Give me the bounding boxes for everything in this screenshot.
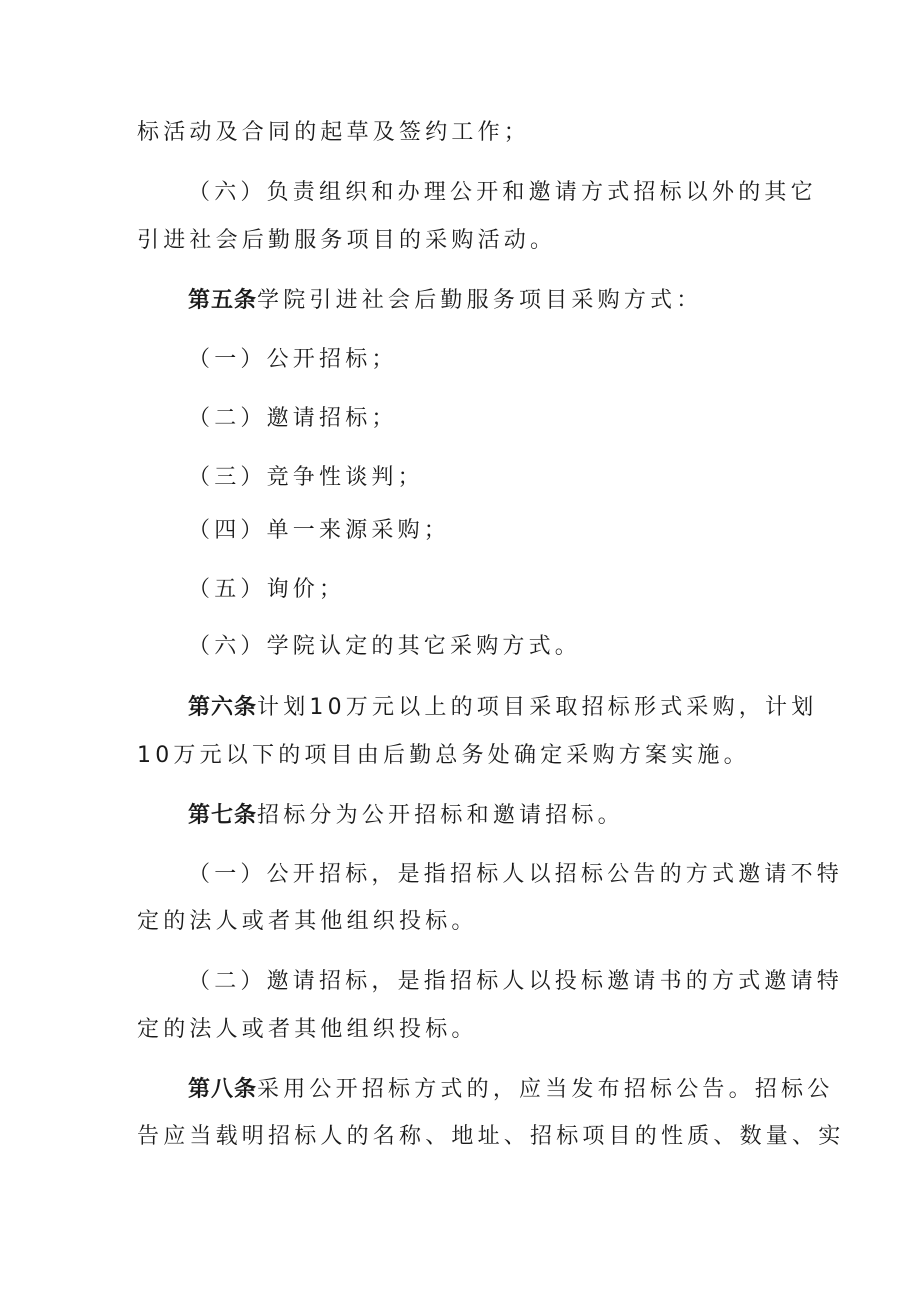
list-item: （六）学院认定的其它采购方式。 [188,634,582,659]
list-item: （四）单一来源采购； [188,518,451,543]
article-5-heading: 第五条学院引进社会后勤服务项目采购方式： [188,288,703,313]
text-line: 标活动及合同的起草及签约工作； [137,120,531,145]
text-line: 告应当载明招标人的名称、地址、招标项目的性质、数量、实 [137,1124,845,1149]
text-line: （六）负责组织和办理公开和邀请方式招标以外的其它 [188,180,817,205]
text-line: （二）邀请招标，是指招标人以投标邀请书的方式邀请特 [188,969,844,994]
text-line: 定的法人或者其他组织投标。 [137,909,478,934]
list-item: （一）公开招标； [188,347,398,372]
text-line: 10万元以下的项目由后勤总务处确定采购方案实施。 [137,743,750,768]
article-label: 第八条 [188,1077,258,1102]
text-line: 引进社会后勤服务项目的采购活动。 [137,228,557,253]
article-6-heading: 第六条计划10万元以上的项目采取招标形式采购，计划 [188,695,818,720]
article-label: 第七条 [188,803,258,828]
list-item: （三）竞争性谈判； [188,465,424,490]
text-line: 定的法人或者其他组织投标。 [137,1017,478,1042]
article-label: 第五条 [188,288,258,313]
list-item: （五）询价； [188,577,346,602]
text-line: （一）公开招标，是指招标人以招标公告的方式邀请不特 [188,862,844,887]
list-item: （二）邀请招标； [188,406,398,431]
article-8-heading: 第八条采用公开招标方式的，应当发布招标公告。招标公 [188,1077,834,1102]
article-7-heading: 第七条招标分为公开招标和邀请招标。 [188,803,624,828]
article-label: 第六条 [188,695,258,720]
